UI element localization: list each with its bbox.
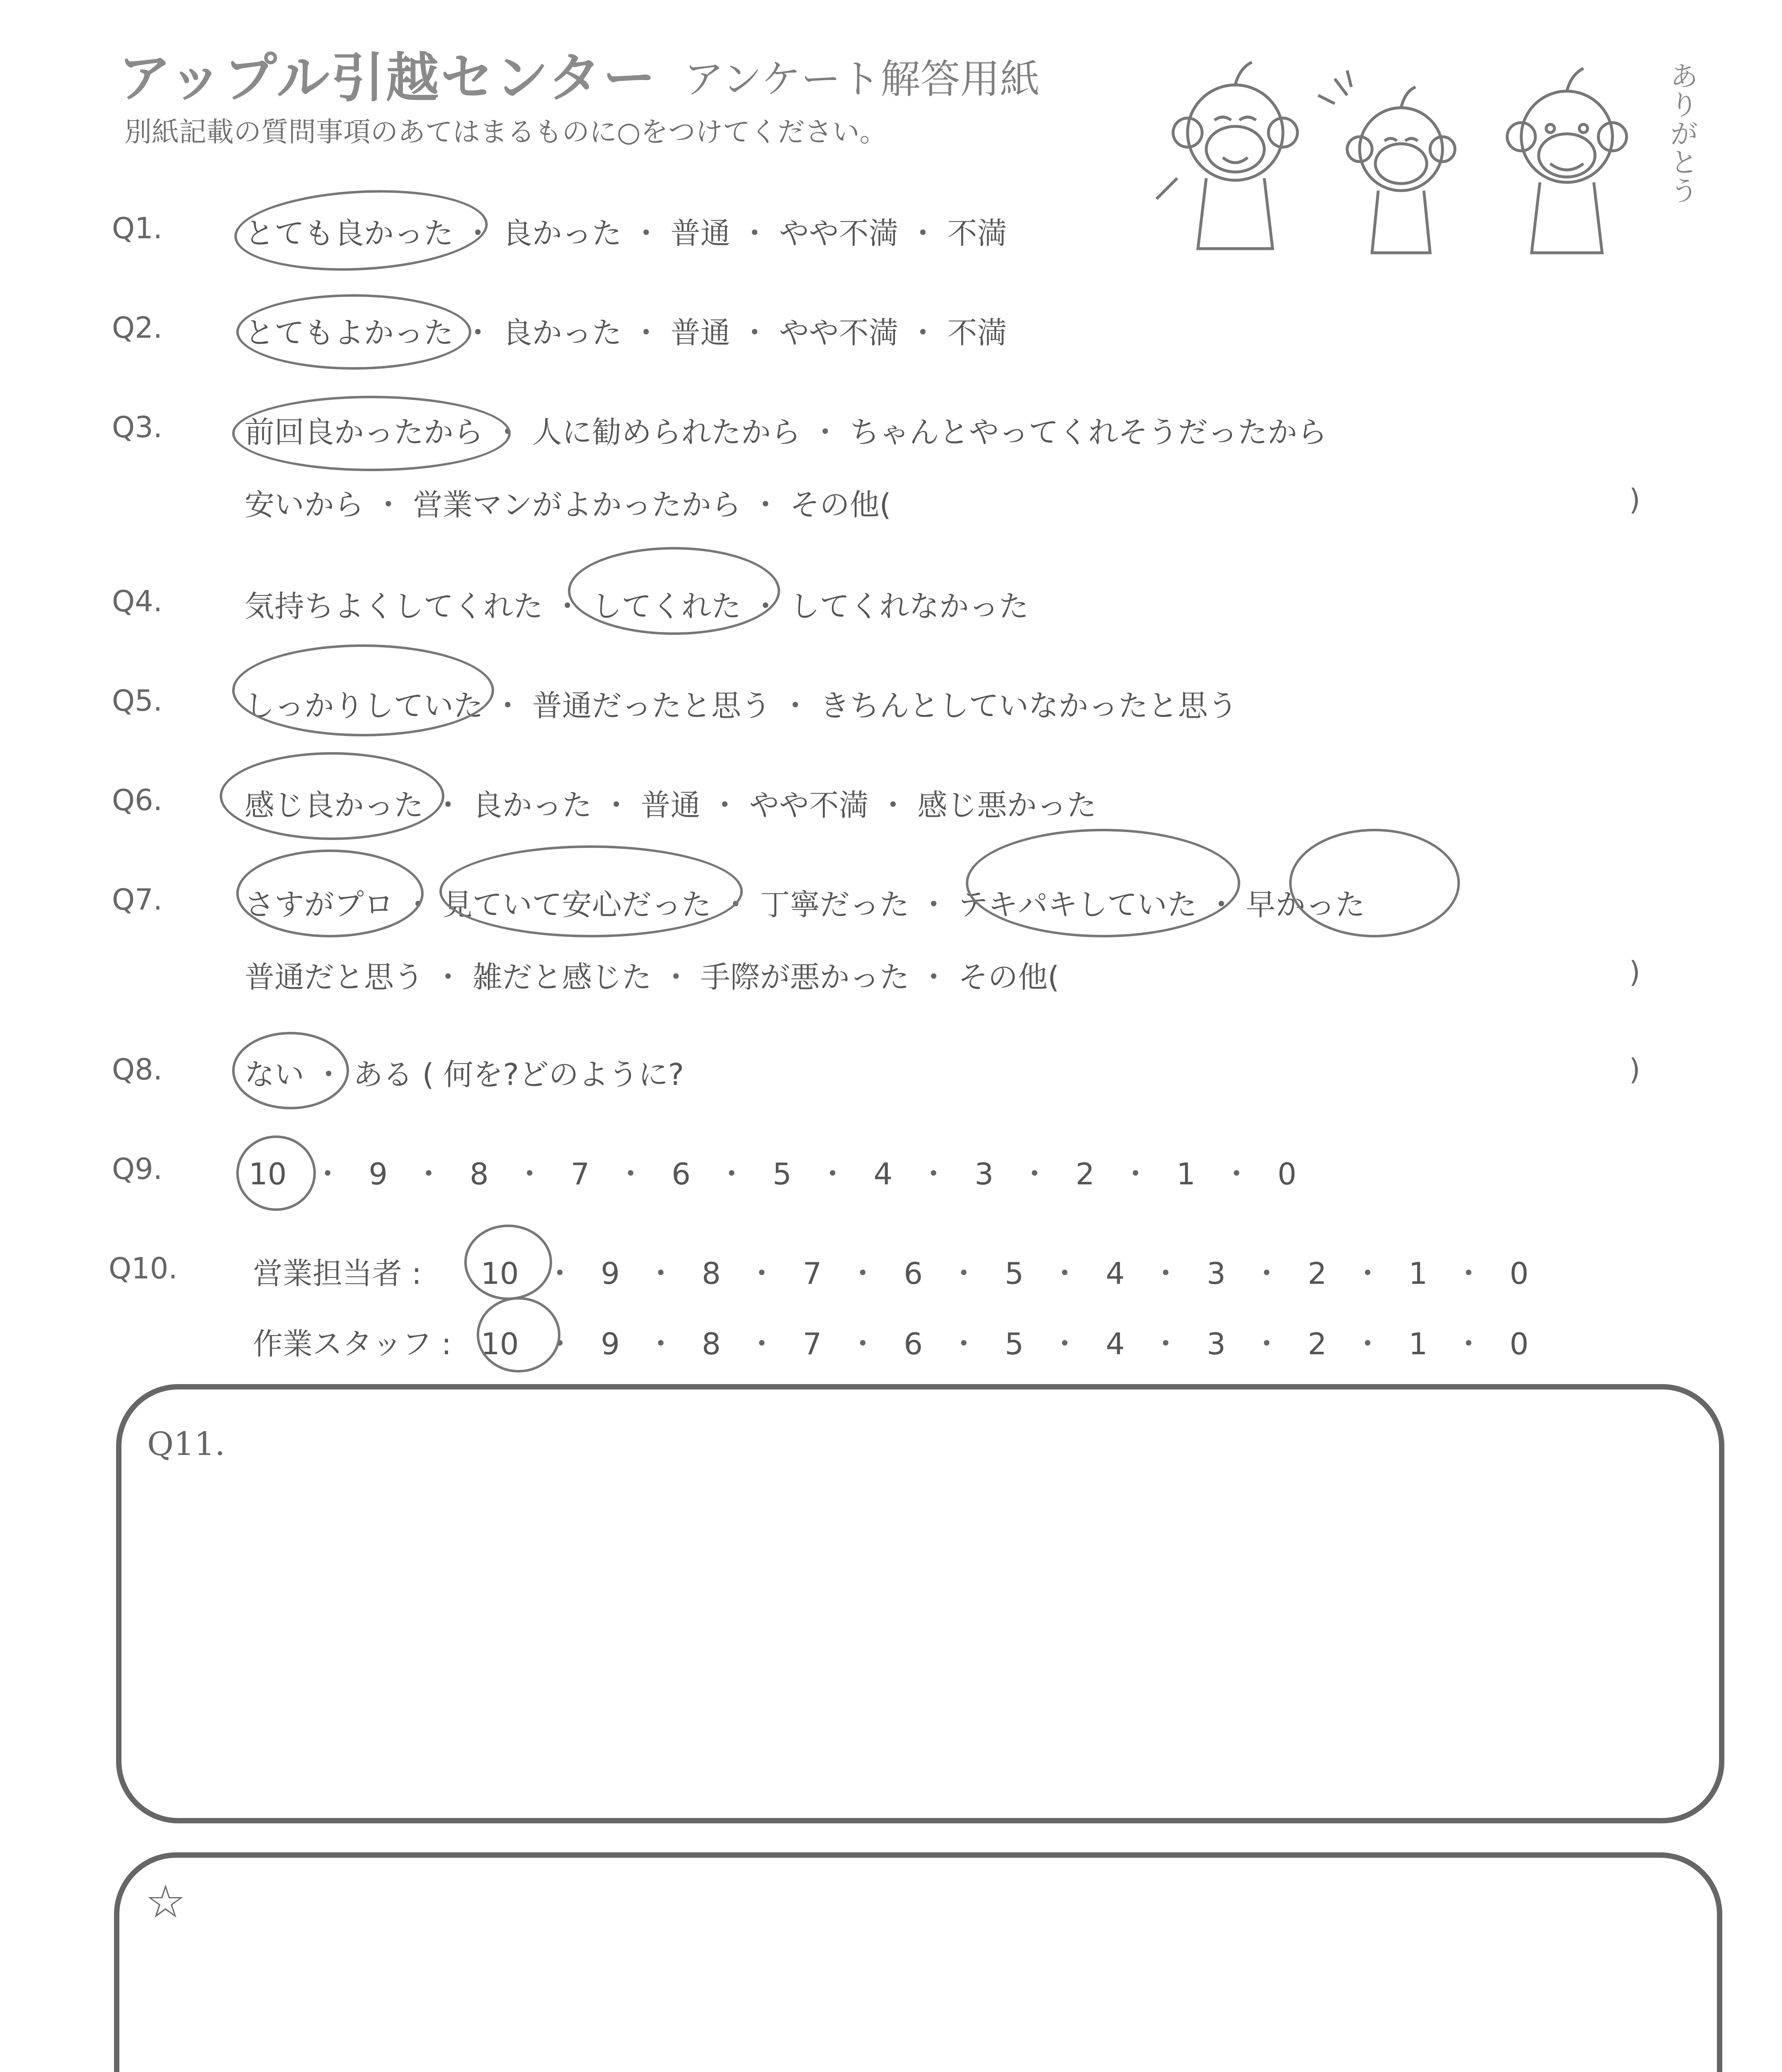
q9-option[interactable]: 6	[672, 1157, 691, 1191]
q1-option[interactable]: 普通	[670, 216, 730, 251]
q9-option[interactable]: 7	[570, 1157, 590, 1191]
q9-option[interactable]: 8	[470, 1157, 489, 1191]
q7-option[interactable]: 雑だと感じた	[472, 960, 652, 995]
q8-options: ない ・ ある ( 何を?どのように?	[245, 1051, 684, 1094]
q8-label: Q8.	[112, 1053, 162, 1087]
q3-option[interactable]: 人に勧められたから	[532, 415, 801, 450]
monkey-mascots-illustration	[1152, 54, 1687, 269]
q3-options-line1: 前回良かったから ・ 人に勧められたから ・ ちゃんとやってくれそうだったから	[245, 408, 1327, 451]
q10-staff-option[interactable]: 2	[1307, 1326, 1327, 1361]
instructions: 別紙記載の質問事項のあてはまるものに○をつけてください。	[124, 116, 887, 148]
q7-option[interactable]: 手際が悪かった	[700, 960, 909, 995]
q10-sales-option[interactable]: 3	[1207, 1256, 1226, 1291]
q11-comment-box[interactable]	[116, 1384, 1724, 1823]
q9-option[interactable]: 3	[975, 1157, 994, 1191]
q8-option[interactable]: ない	[245, 1057, 305, 1092]
q10-staff-option[interactable]: 9	[601, 1326, 620, 1361]
q8-close-paren: )	[1629, 1053, 1641, 1087]
q6-option[interactable]: 普通	[640, 788, 701, 823]
q6-options: 感じ良かった ・ 良かった ・ 普通 ・ やや不満 ・ 感じ悪かった	[245, 781, 1096, 824]
q10-sales-option[interactable]: 8	[702, 1256, 721, 1291]
q9-option[interactable]: 9	[369, 1157, 388, 1191]
q5-options: しっかりしていた ・ 普通だったと思う ・ きちんとしていなかったと思う	[245, 682, 1238, 725]
q3-options-line2: 安いから ・ 営業マンがよかったから ・ その他(	[245, 481, 891, 524]
q3-option-other[interactable]: その他(	[790, 487, 891, 522]
q6-option[interactable]: 感じ良かった	[245, 788, 424, 823]
q2-option[interactable]: 普通	[670, 315, 730, 350]
q10-sales-option[interactable]: 10	[481, 1256, 519, 1291]
q8-option[interactable]: ある ( 何を?どのように?	[353, 1057, 684, 1092]
q6-option[interactable]: 感じ悪かった	[917, 788, 1097, 823]
q5-label: Q5.	[112, 684, 162, 718]
q7-option[interactable]: 早かった	[1246, 887, 1365, 922]
q10-sales-options: 10 ・ 9 ・ 8 ・ 7 ・ 6 ・ 5 ・ 4 ・ 3 ・ 2 ・ 1 ・ 0	[481, 1256, 1529, 1291]
q7-option[interactable]: 丁寧だった	[760, 887, 909, 922]
q4-option[interactable]: 気持ちよくしてくれた	[245, 589, 543, 624]
q1-options: とても良かった ・ 良かった ・ 普通 ・ やや不満 ・ 不満	[245, 209, 1007, 252]
q9-options: 10 ・ 9 ・ 8 ・ 7 ・ 6 ・ 5 ・ 4 ・ 3 ・ 2 ・ 1 ・ 0	[249, 1157, 1297, 1191]
q6-option[interactable]: やや不満	[749, 788, 869, 823]
q10-sales-option[interactable]: 6	[904, 1256, 923, 1291]
q5-option[interactable]: きちんとしていなかったと思う	[819, 688, 1238, 723]
q4-options: 気持ちよくしてくれた ・ してくれた ・ してくれなかった	[245, 582, 1029, 625]
q2-option[interactable]: 良かった	[502, 315, 622, 350]
q10-sales-option[interactable]: 9	[601, 1256, 620, 1291]
q2-label: Q2.	[112, 311, 162, 345]
q10-sales-option[interactable]: 2	[1307, 1256, 1327, 1291]
q7-option[interactable]: テキパキしていた	[958, 887, 1197, 922]
q7-options-line2: 普通だと思う ・ 雑だと感じた ・ 手際が悪かった ・ その他(	[245, 953, 1060, 996]
q3-label: Q3.	[112, 410, 162, 444]
q9-option[interactable]: 5	[772, 1157, 792, 1191]
q1-option[interactable]: 不満	[947, 216, 1007, 251]
q10-staff-option[interactable]: 0	[1509, 1326, 1529, 1361]
star-icon: ☆	[145, 1875, 186, 1928]
q7-label: Q7.	[112, 883, 162, 917]
q1-label: Q1.	[112, 211, 162, 245]
q6-option[interactable]: 良かった	[472, 788, 592, 823]
q3-close-paren: )	[1629, 483, 1641, 517]
q7-option[interactable]: さすがプロ	[245, 887, 394, 922]
q3-option[interactable]: 前回良かったから	[245, 415, 484, 450]
q10-staff-option[interactable]: 8	[702, 1326, 721, 1361]
q2-option[interactable]: とてもよかった	[245, 315, 454, 350]
q10-staff-option[interactable]: 7	[803, 1326, 822, 1361]
q10-staff-options: 10 ・ 9 ・ 8 ・ 7 ・ 6 ・ 5 ・ 4 ・ 3 ・ 2 ・ 1 ・ 0	[481, 1326, 1529, 1361]
q6-label: Q6.	[112, 783, 162, 817]
q7-close-paren: )	[1629, 955, 1641, 989]
thanks-text: ありがとう	[1670, 61, 1698, 208]
q1-option[interactable]: やや不満	[779, 216, 899, 251]
q4-option[interactable]: してくれなかった	[790, 589, 1029, 624]
q7-option-other[interactable]: その他(	[958, 960, 1060, 995]
q10-staff-option[interactable]: 4	[1106, 1326, 1125, 1361]
q3-option[interactable]: 安いから	[245, 487, 364, 522]
q10-row-name: 営業担当者 :	[253, 1256, 422, 1291]
q10-staff-option[interactable]: 5	[1004, 1326, 1024, 1361]
q7-option[interactable]: 普通だと思う	[245, 960, 424, 995]
q10-row-name: 作業スタッフ :	[253, 1326, 452, 1361]
q5-option[interactable]: 普通だったと思う	[532, 688, 771, 723]
form-subtitle: アンケート解答用紙	[684, 56, 1040, 102]
q10-staff-option[interactable]: 10	[481, 1326, 519, 1361]
q1-option[interactable]: 良かった	[502, 216, 622, 251]
q2-option[interactable]: やや不満	[779, 315, 899, 350]
q7-option[interactable]: 見ていて安心だった	[442, 887, 711, 922]
q10-sales-option[interactable]: 0	[1509, 1256, 1529, 1291]
q10-sales-option[interactable]: 7	[803, 1256, 822, 1291]
q10-sales-option[interactable]: 1	[1409, 1256, 1428, 1291]
q4-option[interactable]: してくれた	[592, 589, 741, 624]
star-comment-box[interactable]	[114, 1852, 1722, 2072]
q9-label: Q9.	[112, 1152, 162, 1186]
brand-title: アップル引越センター	[118, 47, 657, 109]
q10-staff-option[interactable]: 1	[1409, 1326, 1428, 1361]
q9-option[interactable]: 1	[1176, 1157, 1196, 1191]
q10-sales-option[interactable]: 4	[1106, 1256, 1125, 1291]
q1-option[interactable]: とても良かった	[245, 216, 454, 251]
q9-option[interactable]: 0	[1277, 1157, 1297, 1191]
q2-option[interactable]: 不満	[947, 315, 1007, 350]
q7-options-line1: さすがプロ ・ 見ていて安心だった ・ 丁寧だった ・ テキパキしていた ・ 早かった	[245, 881, 1365, 924]
q2-options: とてもよかった ・ 良かった ・ 普通 ・ やや不満 ・ 不満	[245, 309, 1007, 352]
q3-option[interactable]: 営業マンがよかったから	[412, 487, 741, 522]
q4-label: Q4.	[112, 584, 162, 618]
q3-option[interactable]: ちゃんとやってくれそうだったから	[849, 415, 1327, 450]
q11-label: Q11.	[147, 1426, 225, 1463]
q9-option[interactable]: 10	[249, 1157, 287, 1191]
q10-staff-option[interactable]: 3	[1207, 1326, 1226, 1361]
q5-option[interactable]: しっかりしていた	[245, 688, 484, 723]
q10-sales-option[interactable]: 5	[1004, 1256, 1024, 1291]
q10-label: Q10.	[109, 1251, 178, 1285]
q9-option[interactable]: 2	[1075, 1157, 1095, 1191]
q10-staff-option[interactable]: 6	[904, 1326, 923, 1361]
q9-option[interactable]: 4	[873, 1157, 893, 1191]
